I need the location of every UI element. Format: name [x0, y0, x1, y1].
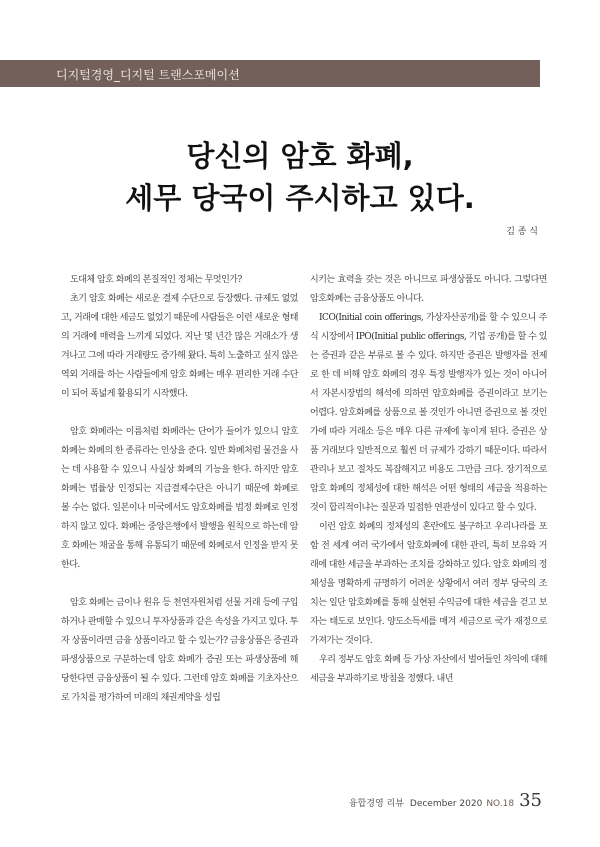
body-column-left [61, 271, 298, 708]
page-number: 35 [519, 790, 542, 811]
issue-number: NO.18 [486, 799, 515, 809]
paragraph: 암호 화폐는 금이나 원유 등 천연자원처럼 선물 거래 등에 구입하거나 판매할 수 있으니 투자상품과 같은 속성을 가지고 있다. 투자 상품이라면 금융 상품이라고 할 수 있는가? 금융상품은 증권과 파생상품으로 구분하는데 암호 화폐가 증권 또는 파생상품에 해당한다면 금융상품이 될 수 있다. 그런데 암호 화폐를 기초자산으로 가치를 평가하여 미래의 채권계약을 성립 [61, 598, 298, 703]
article-title-line-1: 당신의 암호 화폐, [186, 139, 414, 173]
article-title-line-2: 세무 당국이 주시하고 있다. [125, 181, 475, 215]
article-title [0, 135, 600, 219]
body-column-right [310, 271, 547, 689]
author-name: 김 종 식 [506, 227, 538, 237]
page-footer [349, 790, 542, 811]
section-header-bar [0, 60, 540, 87]
paragraph: 초기 암호 화폐는 새로운 결제 수단으로 등장했다. 규제도 없었고, 거래에 대한 세금도 없었기 때문에 사람들은 이런 새로운 형태의 거래에 매력을 느끼게 되었다. 지난 몇 년간 많은 거래소가 생겨나고 그에 따라 거래량도 증가해 왔다. 특히 노출하고 싶지 않은 역외 거래를 하는 사람들에게 암호 화폐는 매우 편리한 거래 수단이 되어 폭넓게 활용되기 시작했다. [61, 294, 298, 399]
paragraph: 이런 암호 화폐의 정체성의 혼란에도 불구하고 우리나라를 포함 전 세계 여러 국가에서 암호화폐에 대한 관리, 특히 보유와 거래에 대한 세금을 부과하는 조치를 강화하고 있다. 암호 화폐의 정체성을 명확하게 규명하기 어려운 상황에서 여러 정부 당국의 조치는 일단 암호화폐를 통해 실현된 수익금에 대한 세금을 걷고 보자는 태도로 보인다. 양도소득세를 매겨 세금으로 국가 재정으로 가져가는 것이다. [310, 522, 547, 646]
magazine-name: 융합경영 리뷰 [348, 799, 404, 809]
paragraph: 우리 정부도 암호 화폐 등 가상 자산에서 벌어들인 차익에 대해 세금을 부과하기로 방침을 정했다. 내년 [310, 655, 547, 684]
paragraph: ICO(Initial coin offerings, 가상자산공개)를 할 수 있으니 주식 시장에서 IPO(Initial public offerings, 기업 공개)를 할 수 있는 증권과 같은 부류로 볼 수 있다. 하지만 증권은 발행자를 전제로 한 데 비해 암호 화폐의 경우 특정 발행자가 있는 것이 아니어서 자본시장법의 해석에 의하면 암호화폐를 증권이라고 보기는 어렵다. 암호화폐를 상품으로 볼 것인가 아니면 증권으로 볼 것인가에 따라 거래소 등은 매우 다른 규제에 놓이게 된다. 증권은 상품 거래보다 일반적으로 훨씬 더 규제가 강하기 때문이다. 따라서 관리나 보고 절차도 복잡해지고 비용도 그만큼 크다. 장기적으로 암호 화폐의 정체성에 대한 해석은 어떤 형태의 세금을 적용하는 것이 합리적이냐는 질문과 밀접한 연관성이 있다고 할 수 있다. [310, 313, 547, 513]
issue-month: December 2020 [409, 799, 483, 809]
paragraph: 암호 화폐라는 이름처럼 화폐라는 단어가 들어가 있으니 암호 화폐는 화폐의 한 종류라는 인상을 준다. 일반 화폐처럼 물건을 사는 데 사용할 수 있으니 사실상 화폐의 기능을 한다. 하지만 암호 화폐는 법률상 인정되는 지급결제수단은 아니기 때문에 화폐로 볼 수는 없다. 일본이나 미국에서도 암호화폐를 법정 화폐로 인정하지 않고 있다. 화폐는 중앙은행에서 발행을 원칙으로 하는데 암호 화폐는 채굴을 통해 유통되기 때문에 화폐로서 인정을 받지 못한다. [61, 427, 298, 570]
paragraph: 도대체 암호 화폐의 본질적인 정체는 무엇인가? [70, 275, 242, 285]
paragraph: 시키는 효력을 갖는 것은 아니므로 파생상품도 아니다. 그렇다면 암호화폐는 금융상품도 아니다. [310, 275, 547, 304]
section-label: 디지털경영_디지털 트랜스포메이션 [56, 68, 240, 82]
